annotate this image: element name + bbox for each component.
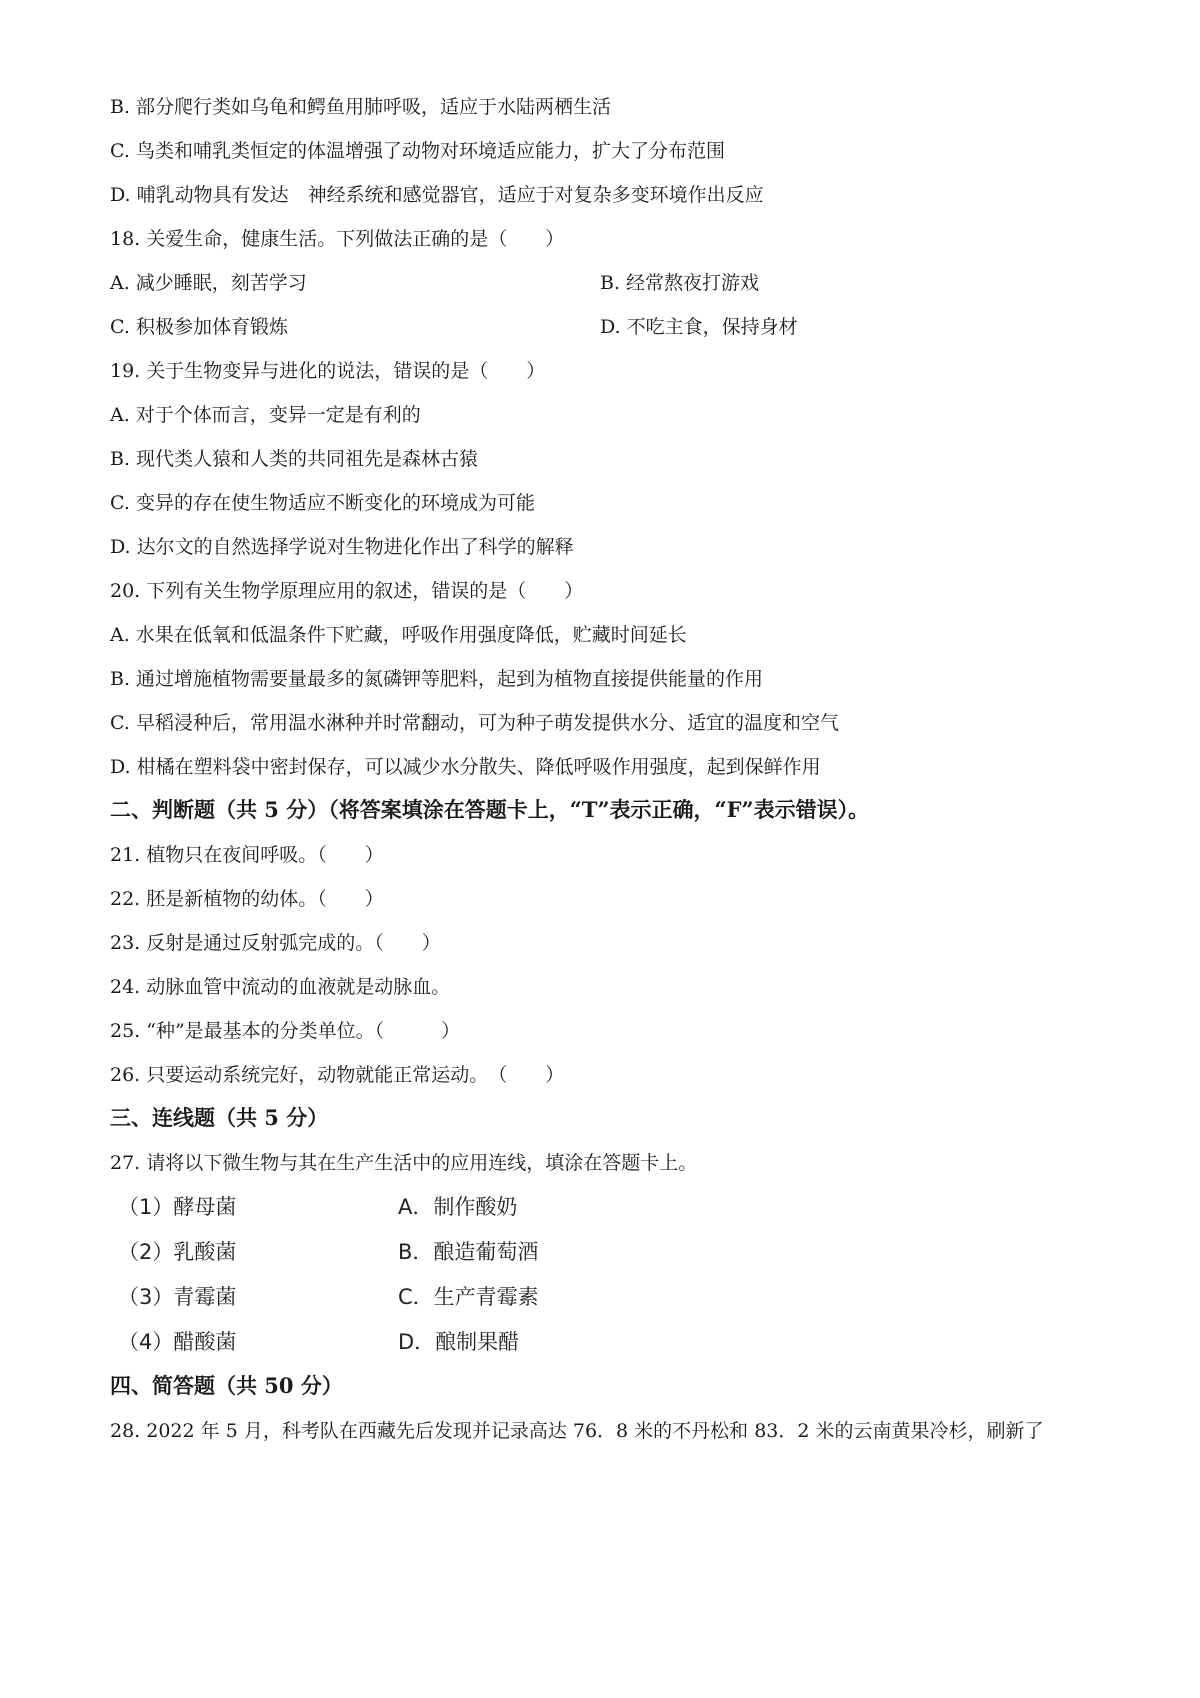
q18-option-a: A. 减少睡眠，刻苦学习 [110, 272, 307, 294]
q17-option-c: C. 鸟类和哺乳类恒定的体温增强了动物对环境适应能力，扩大了分布范围 [110, 140, 725, 162]
q20-option-c: C. 早稻浸种后，常用温水淋种并时常翻动，可为种子萌发提供水分、适宜的温度和空气 [110, 712, 839, 734]
q17-option-b: B. 部分爬行类如乌龟和鳄鱼用肺呼吸，适应于水陆两栖生活 [110, 96, 612, 118]
q19-stem: 19. 关于生物变异与进化的说法，错误的是（ ） [110, 360, 546, 382]
section-3-title: 三、连线题（共 5 分） [110, 1105, 329, 1130]
q23: 23. 反射是通过反射弧完成的。（ ） [110, 932, 441, 954]
q25: 25. “种”是最基本的分类单位。（ ） [110, 1020, 461, 1042]
q19-option-c: C. 变异的存在使生物适应不断变化的环境成为可能 [110, 492, 535, 514]
q18-option-c: C. 积极参加体育锻炼 [110, 316, 288, 338]
q22: 22. 胚是新植物的幼体。（ ） [110, 888, 384, 910]
q17-option-d: D. 哺乳动物具有发达 神经系统和感觉器官，适应于对复杂多变环境作出反应 [110, 184, 764, 206]
q18-stem: 18. 关爱生命，健康生活。下列做法正确的是（ ） [110, 228, 565, 250]
q27-stem: 27. 请将以下微生物与其在生产生活中的应用连线，填涂在答题卡上。 [110, 1152, 698, 1174]
q21: 21. 植物只在夜间呼吸。（ ） [110, 844, 384, 866]
section-2-title: 二、判断题（共 5 分）（将答案填涂在答题卡上，“T”表示正确，“F”表示错误）。 [110, 797, 870, 822]
q26: 26. 只要运动系统完好，动物就能正常运动。 （ ） [110, 1064, 565, 1086]
matching-right-c: C．生产青霉素 [398, 1285, 539, 1309]
matching-left-4: （4）醋酸菌 [118, 1330, 237, 1354]
matching-right-b: B．酿造葡萄酒 [398, 1240, 539, 1264]
q20-option-a: A. 水果在低氧和低温条件下贮藏，呼吸作用强度降低，贮藏时间延长 [110, 624, 687, 646]
q24: 24. 动脉血管中流动的血液就是动脉血。 [110, 976, 451, 998]
q18-option-b: B. 经常熬夜打游戏 [600, 272, 760, 294]
matching-right-a: A．制作酸奶 [398, 1195, 518, 1219]
q20-option-b: B. 通过增施植物需要量最多的氮磷钾等肥料，起到为植物直接提供能量的作用 [110, 668, 764, 690]
q19-option-d: D. 达尔文的自然选择学说对生物进化作出了科学的解释 [110, 536, 574, 558]
q19-option-b: B. 现代类人猿和人类的共同祖先是森林古猿 [110, 448, 479, 470]
matching-left-1: （1）酵母菌 [118, 1195, 237, 1219]
q20-option-d: D. 柑橘在塑料袋中密封保存，可以减少水分散失、降低呼吸作用强度，起到保鲜作用 [110, 756, 821, 778]
q20-stem: 20. 下列有关生物学原理应用的叙述，错误的是（ ） [110, 580, 584, 602]
q18-option-d: D. 不吃主食，保持身材 [600, 316, 798, 338]
q19-option-a: A. 对于个体而言，变异一定是有利的 [110, 404, 421, 426]
matching-right-d: D．酿制果醋 [398, 1330, 520, 1354]
section-4-title: 四、简答题（共 50 分） [110, 1373, 343, 1398]
q28-stem: 28. 2022 年 5 月，科考队在西藏先后发现并记录高达 76．8 米的不丹松和 83．2 米的云南黄果冷杉，刷新了 [110, 1420, 1044, 1442]
matching-left-3: （3）青霉菌 [118, 1285, 237, 1309]
matching-left-2: （2）乳酸菌 [118, 1240, 237, 1264]
